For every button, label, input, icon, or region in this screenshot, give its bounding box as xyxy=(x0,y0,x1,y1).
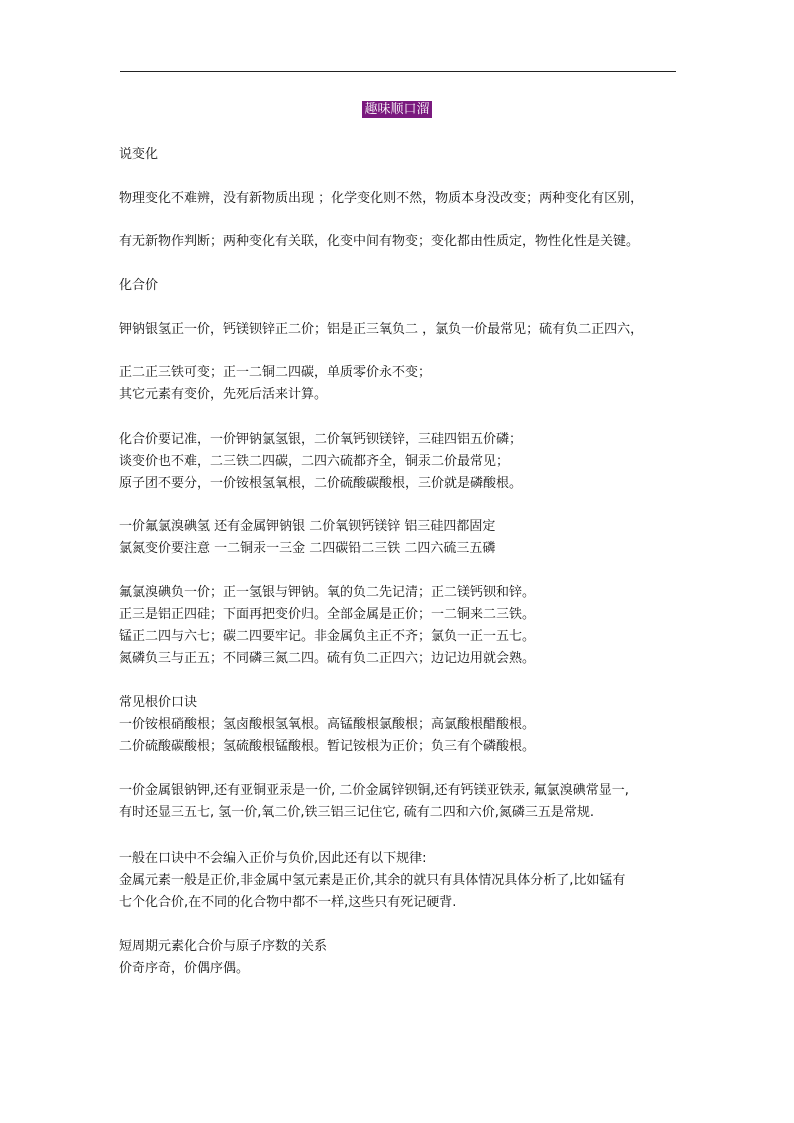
paragraph-line: 锰正二四与六七；碳二四要牢记。非金属负主正不齐；氯负一正一五七。 xyxy=(119,629,536,644)
paragraph-line: 氟氯溴碘负一价；正一氢银与钾钠。氧的负二先记清；正二镁钙钡和锌。 xyxy=(119,585,536,600)
paragraph-line: 其它元素有变价，先死后活来计算。 xyxy=(119,387,328,402)
section-heading-valence: 化合价 xyxy=(119,278,159,293)
paragraph-line: 价奇序奇，价偶序偶。 xyxy=(119,961,250,976)
section-heading-change: 说变化 xyxy=(119,147,159,162)
paragraph-line: 钾钠银氢正一价，钙镁钡锌正二价；铝是正三氧负二 ，氯负一价最常见；硫有负二正四六， xyxy=(119,322,644,337)
paragraph-line: 正二正三铁可变；正一二铜二四碳，单质零价永不变； xyxy=(119,365,432,380)
paragraph-line: 二价硫酸碳酸根；氢硫酸根锰酸根。暂记铵根为正价；负三有个磷酸根。 xyxy=(119,739,536,754)
paragraph-line: 一价氟氯溴碘氢 还有金属钾钠银 二价氧钡钙镁锌 铝三硅四都固定 xyxy=(119,519,496,534)
paragraph-line: 化合价要记准，一价钾钠氯氢银，二价氧钙钡镁锌，三硅四铝五价磷； xyxy=(119,432,523,447)
paragraph-line: 谈变价也不难，二三铁二四碳，二四六硫都齐全，铜汞二价最常见； xyxy=(119,454,510,469)
section-heading-radical: 常见根价口诀 xyxy=(119,695,198,710)
paragraph-line: 有时还显三五七, 氢一价,氧二价,铁三铝三记住它, 硫有二四和六价,氮磷三五是常规. xyxy=(119,805,595,820)
page-title xyxy=(0,101,794,119)
paragraph-line: 一价金属银钠钾,还有亚铜亚汞是一价, 二价金属锌钡铜,还有钙镁亚铁汞, 氟氯溴碘常显一, xyxy=(119,783,629,798)
page-title-highlight: 趣味顺口溜 xyxy=(364,102,430,117)
paragraph-line: 一般在口诀中不会编入正价与负价,因此还有以下规律: xyxy=(119,851,427,866)
section-heading-period: 短周期元素化合价与原子序数的关系 xyxy=(119,939,328,954)
paragraph-line: 原子团不要分，一价铵根氢氧根，二价硫酸碳酸根，三价就是磷酸根。 xyxy=(119,476,523,491)
paragraph-line: 七个化合价,在不同的化合物中都不一样,这些只有死记硬背. xyxy=(119,895,457,910)
paragraph-line: 金属元素一般是正价,非金属中氢元素是正价,其余的就只有具体情况具体分析了,比如锰有 xyxy=(119,873,626,888)
paragraph-line: 有无新物作判断；两种变化有关联，化变中间有物变；变化都由性质定，物性化性是关键。 xyxy=(119,234,640,249)
paragraph-line: 正三是铝正四硅；下面再把变价归。全部金属是正价；一二铜来二三铁。 xyxy=(119,607,536,622)
header-rule xyxy=(120,71,676,72)
paragraph-line: 一价铵根硝酸根；氢卤酸根氢氧根。高锰酸根氯酸根；高氯酸根醋酸根。 xyxy=(119,717,536,732)
paragraph-line: 氯氮变价要注意 一二铜汞一三金 二四碳铅二三铁 二四六硫三五磷 xyxy=(119,541,496,556)
paragraph-line: 物理变化不难辨，没有新物质出现 ；化学变化则不然，物质本身没改变；两种变化有区别， xyxy=(119,191,644,206)
paragraph-line: 氮磷负三与正五；不同磷三氮二四。硫有负二正四六；边记边用就会熟。 xyxy=(119,651,536,666)
